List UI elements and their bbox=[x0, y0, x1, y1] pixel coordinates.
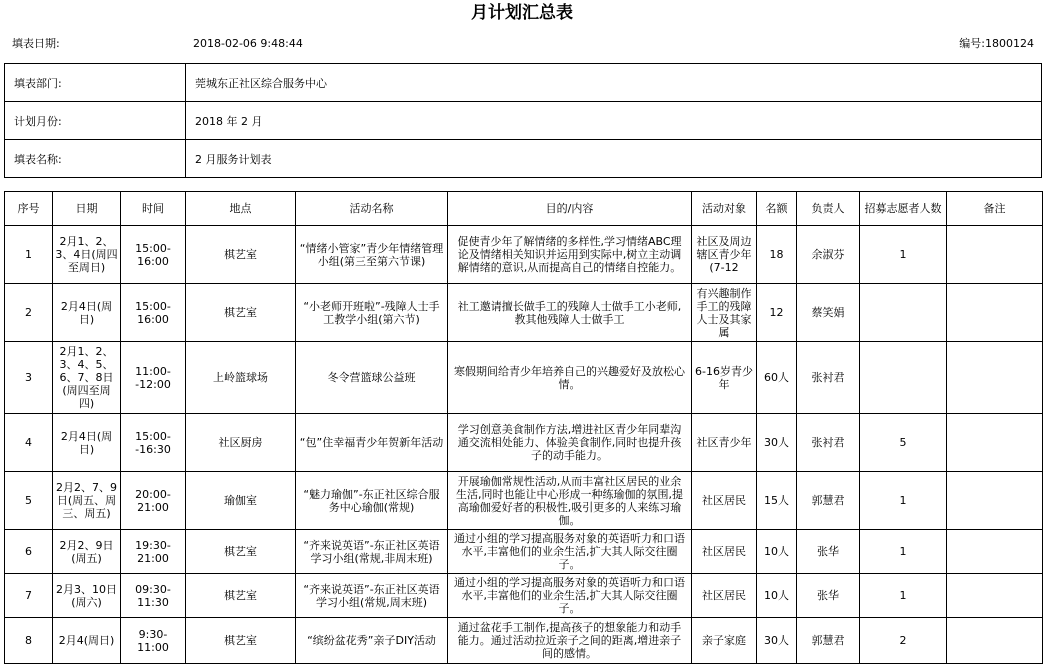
cell-owner: 郭慧君 bbox=[797, 472, 860, 530]
cell-date: 2月2、7、9日(周五、周三、周五) bbox=[53, 472, 121, 530]
cell-location: 上岭篮球场 bbox=[186, 342, 296, 414]
cell-owner: 张华 bbox=[797, 530, 860, 574]
cell-volunteers: 1 bbox=[860, 530, 947, 574]
cell-purpose: 开展瑜伽常规性活动,从而丰富社区居民的业余生活,同时也能让中心形成一种练瑜伽的氛围,提高瑜伽爱好者的积极性,吸引更多的人来练习瑜伽。 bbox=[448, 472, 692, 530]
cell-owner: 余淑芬 bbox=[797, 226, 860, 284]
fill-date-label: 填表日期: bbox=[12, 37, 60, 50]
cell-target: 社区居民 bbox=[692, 530, 757, 574]
cell-volunteers bbox=[860, 342, 947, 414]
cell-activity: “小老师开班啦”-残障人士手工教学小组(第六节) bbox=[296, 284, 448, 342]
cell-remarks bbox=[947, 574, 1043, 618]
cell-quota: 60人 bbox=[757, 342, 797, 414]
cell-remarks bbox=[947, 414, 1043, 472]
col-header-quota: 名额 bbox=[757, 192, 797, 226]
cell-remarks bbox=[947, 530, 1043, 574]
cell-volunteers: 2 bbox=[860, 618, 947, 664]
col-header-index: 序号 bbox=[5, 192, 53, 226]
cell-index: 1 bbox=[5, 226, 53, 284]
cell-time: 09:30-11:30 bbox=[121, 574, 186, 618]
month-row bbox=[5, 102, 1042, 140]
cell-remarks bbox=[947, 342, 1043, 414]
col-header-volunteers: 招募志愿者人数 bbox=[860, 192, 947, 226]
col-header-remarks: 备注 bbox=[947, 192, 1043, 226]
cell-volunteers: 1 bbox=[860, 472, 947, 530]
cell-time: 15:00-16:00 bbox=[121, 226, 186, 284]
cell-location: 瑜伽室 bbox=[186, 472, 296, 530]
form-name-label: 填表名称: bbox=[5, 140, 186, 178]
month-label: 计划月份: bbox=[5, 102, 186, 140]
cell-location: 棋艺室 bbox=[186, 284, 296, 342]
cell-activity: “齐来说英语”-东正社区英语学习小组(常规,周末班) bbox=[296, 574, 448, 618]
cell-time: 11:00--12:00 bbox=[121, 342, 186, 414]
cell-activity: “齐来说英语”-东正社区英语学习小组(常规,非周末班) bbox=[296, 530, 448, 574]
cell-owner: 张衬君 bbox=[797, 342, 860, 414]
cell-target: 社区青少年 bbox=[692, 414, 757, 472]
cell-location: 社区厨房 bbox=[186, 414, 296, 472]
cell-target: 社区及周边辖区青少年(7-12 bbox=[692, 226, 757, 284]
page-title: 月计划汇总表 bbox=[471, 3, 573, 23]
cell-owner: 蔡笑娟 bbox=[797, 284, 860, 342]
cell-purpose: 学习创意美食制作方法,增进社区青少年同辈沟通交流相处能力、体验美食制作,同时也提升孩子的动手能力。 bbox=[448, 414, 692, 472]
cell-volunteers bbox=[860, 284, 947, 342]
serial-number: 编号:1800124 bbox=[959, 37, 1034, 50]
cell-purpose: 通过盆花手工制作,提高孩子的想象能力和动手能力。通过活动拉近亲子之间的距离,增进亲子间的感情。 bbox=[448, 618, 692, 664]
cell-location: 棋艺室 bbox=[186, 574, 296, 618]
cell-quota: 12 bbox=[757, 284, 797, 342]
cell-volunteers: 1 bbox=[860, 574, 947, 618]
cell-index: 2 bbox=[5, 284, 53, 342]
cell-activity: “缤纷盆花秀”亲子DIY活动 bbox=[296, 618, 448, 664]
cell-date: 2月4日(周日) bbox=[53, 414, 121, 472]
form-name-row bbox=[5, 140, 1042, 178]
cell-location: 棋艺室 bbox=[186, 618, 296, 664]
cell-owner: 郭慧君 bbox=[797, 618, 860, 664]
cell-activity: “情绪小管家”青少年情绪管理小组(第三至第六节课) bbox=[296, 226, 448, 284]
cell-quota: 10人 bbox=[757, 530, 797, 574]
col-header-owner: 负责人 bbox=[797, 192, 860, 226]
cell-purpose: 社工邀请擅长做手工的残障人士做手工小老师,教其他残障人士做手工 bbox=[448, 284, 692, 342]
cell-index: 5 bbox=[5, 472, 53, 530]
cell-time: 15:00--16:30 bbox=[121, 414, 186, 472]
table-row bbox=[5, 342, 1043, 414]
col-header-date: 日期 bbox=[53, 192, 121, 226]
cell-purpose: 通过小组的学习提高服务对象的英语听力和口语水平,丰富他们的业余生活,扩大其人际交往圈子。 bbox=[448, 574, 692, 618]
cell-index: 6 bbox=[5, 530, 53, 574]
cell-purpose: 通过小组的学习提高服务对象的英语听力和口语水平,丰富他们的业余生活,扩大其人际交往圈子。 bbox=[448, 530, 692, 574]
col-header-time: 时间 bbox=[121, 192, 186, 226]
cell-quota: 30人 bbox=[757, 618, 797, 664]
cell-time: 20:00-21:00 bbox=[121, 472, 186, 530]
table-row bbox=[5, 226, 1043, 284]
form-info-table bbox=[4, 63, 1042, 178]
cell-activity: 冬令营篮球公益班 bbox=[296, 342, 448, 414]
cell-index: 7 bbox=[5, 574, 53, 618]
fill-date-value: 2018-02-06 9:48:44 bbox=[193, 37, 303, 50]
cell-quota: 15人 bbox=[757, 472, 797, 530]
cell-quota: 30人 bbox=[757, 414, 797, 472]
cell-index: 8 bbox=[5, 618, 53, 664]
table-row bbox=[5, 530, 1043, 574]
department-value: 莞城东正社区综合服务中心 bbox=[186, 64, 1042, 102]
cell-date: 2月4(周日) bbox=[53, 618, 121, 664]
department-label: 填表部门: bbox=[5, 64, 186, 102]
cell-time: 15:00-16:00 bbox=[121, 284, 186, 342]
table-row bbox=[5, 414, 1043, 472]
cell-purpose: 促使青少年了解情绪的多样性,学习情绪ABC理论及情绪相关知识并运用到实际中,树立主动调解情绪的意识,从而提高自己的情绪自控能力。 bbox=[448, 226, 692, 284]
cell-remarks bbox=[947, 618, 1043, 664]
col-header-target: 活动对象 bbox=[692, 192, 757, 226]
cell-activity: “魅力瑜伽”-东正社区综合服务中心瑜伽(常规) bbox=[296, 472, 448, 530]
table-row bbox=[5, 574, 1043, 618]
cell-owner: 张衬君 bbox=[797, 414, 860, 472]
cell-volunteers: 1 bbox=[860, 226, 947, 284]
cell-date: 2月1、2、3、4日(周四至周日) bbox=[53, 226, 121, 284]
cell-target: 社区居民 bbox=[692, 574, 757, 618]
cell-remarks bbox=[947, 284, 1043, 342]
cell-target: 亲子家庭 bbox=[692, 618, 757, 664]
cell-quota: 18 bbox=[757, 226, 797, 284]
cell-location: 棋艺室 bbox=[186, 530, 296, 574]
cell-date: 2月2、9日(周五) bbox=[53, 530, 121, 574]
table-row bbox=[5, 618, 1043, 664]
cell-date: 2月3、10日(周六) bbox=[53, 574, 121, 618]
col-header-purpose: 目的/内容 bbox=[448, 192, 692, 226]
form-name-value: 2 月服务计划表 bbox=[186, 140, 1042, 178]
table-row bbox=[5, 284, 1043, 342]
cell-location: 棋艺室 bbox=[186, 226, 296, 284]
table-row bbox=[5, 472, 1043, 530]
table-header-row bbox=[5, 192, 1043, 226]
department-row bbox=[5, 64, 1042, 102]
cell-time: 9:30-11:00 bbox=[121, 618, 186, 664]
cell-time: 19:30-21:00 bbox=[121, 530, 186, 574]
cell-purpose: 寒假期间给青少年培养自己的兴趣爱好及放松心情。 bbox=[448, 342, 692, 414]
cell-index: 3 bbox=[5, 342, 53, 414]
cell-target: 有兴趣制作手工的残障人士及其家属 bbox=[692, 284, 757, 342]
cell-date: 2月4日(周日) bbox=[53, 284, 121, 342]
cell-remarks bbox=[947, 226, 1043, 284]
cell-target: 社区居民 bbox=[692, 472, 757, 530]
cell-volunteers: 5 bbox=[860, 414, 947, 472]
cell-index: 4 bbox=[5, 414, 53, 472]
cell-quota: 10人 bbox=[757, 574, 797, 618]
month-value: 2018 年 2 月 bbox=[186, 102, 1042, 140]
cell-date: 2月1、2、3、4、5、6、7、8日(周四至周四) bbox=[53, 342, 121, 414]
cell-remarks bbox=[947, 472, 1043, 530]
col-header-location: 地点 bbox=[186, 192, 296, 226]
cell-activity: “包”住幸福青少年贺新年活动 bbox=[296, 414, 448, 472]
cell-target: 6-16岁青少年 bbox=[692, 342, 757, 414]
cell-owner: 张华 bbox=[797, 574, 860, 618]
col-header-activity: 活动名称 bbox=[296, 192, 448, 226]
plan-table bbox=[4, 191, 1043, 664]
